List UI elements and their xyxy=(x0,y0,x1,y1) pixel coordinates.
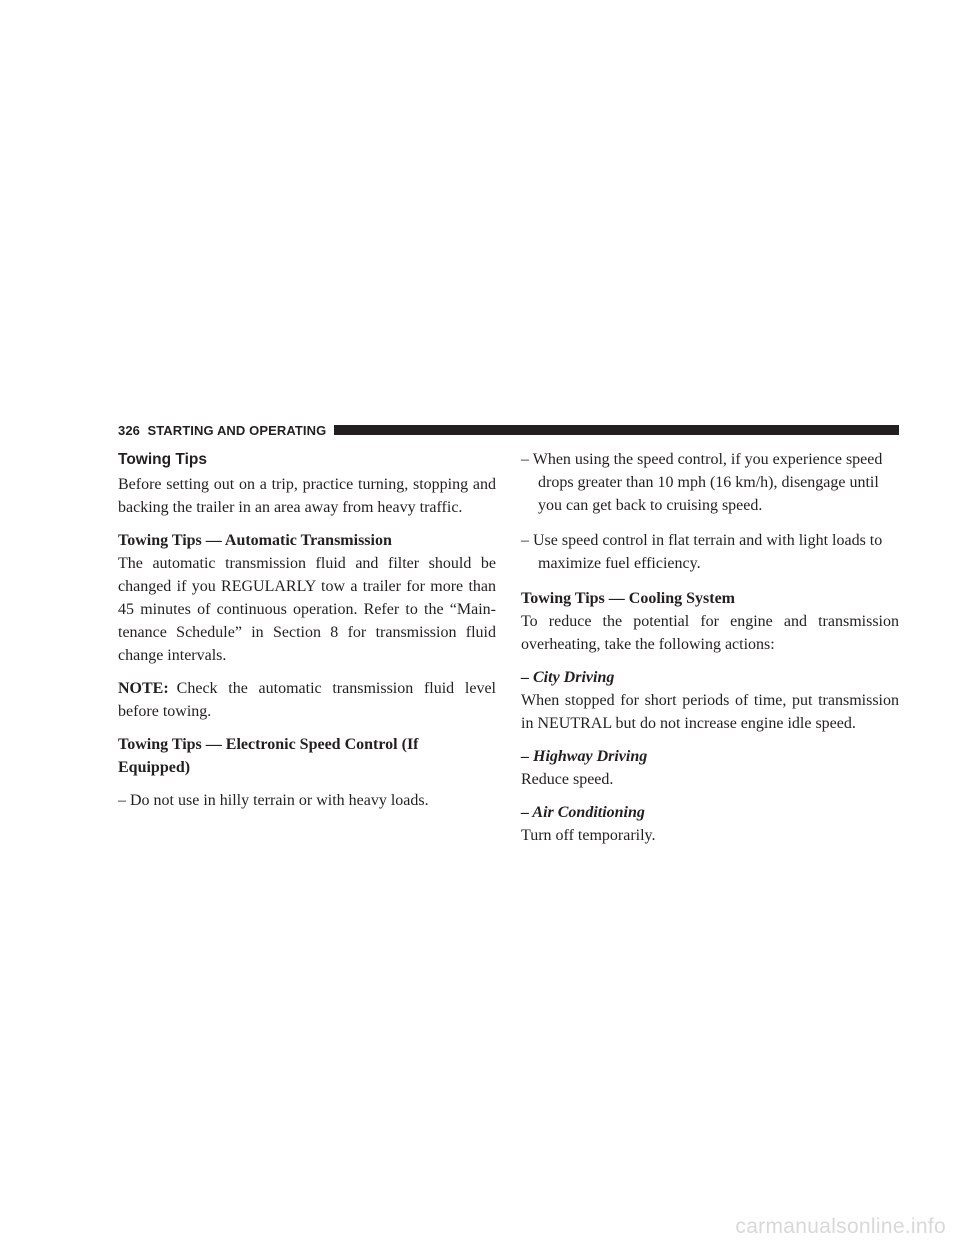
auto-transmission-heading: Towing Tips — Automatic Transmission xyxy=(118,532,392,549)
air-conditioning-paragraph: Turn off temporarily. xyxy=(521,827,656,844)
bullet-hilly-terrain: – Do not use in hilly terrain or with heavy loads. xyxy=(118,792,429,809)
towing-tips-title: Towing Tips xyxy=(118,451,207,468)
cooling-system-heading: Towing Tips — Cooling System xyxy=(521,590,735,607)
section-title: STARTING AND OPERATING xyxy=(147,422,327,438)
highway-driving-heading: – Highway Driving xyxy=(521,748,648,765)
bullet-speed-drops: – When using the speed control, if you experience speed drops greater than 10 mph (16 km/h), disengage until you can get back to cruising speed. xyxy=(521,451,883,514)
highway-driving-paragraph: Reduce speed. xyxy=(521,771,614,788)
running-header xyxy=(118,421,899,439)
speed-control-heading-line1: Towing Tips — Electronic Speed Control (If xyxy=(118,736,419,753)
intro-paragraph: Before setting out on a trip, practice turning, stopping and backing the trailer in an area away from heavy traffic. xyxy=(118,476,496,516)
speed-control-heading-line2: Equipped) xyxy=(118,759,191,776)
speed-control-heading xyxy=(118,733,496,779)
header-text xyxy=(118,423,334,438)
bullet-flat-terrain: – Use speed control in flat terrain and with light loads to maximize fuel efficiency. xyxy=(521,532,883,572)
right-column xyxy=(521,448,899,857)
city-driving-paragraph: When stopped for short periods of time, put transmission in NEUTRAL but do not increase engine idle speed. xyxy=(521,692,899,732)
left-column xyxy=(118,448,496,822)
note-label: NOTE: xyxy=(118,680,169,697)
note-text: Check the automatic transmission fluid level before towing. xyxy=(118,680,496,720)
header-rule xyxy=(334,425,899,435)
watermark: carmanualsonline.info xyxy=(735,1215,946,1238)
cooling-system-paragraph: To reduce the potential for engine and transmission overheating, take the following actions: xyxy=(521,613,899,653)
note-paragraph xyxy=(118,677,496,723)
city-driving-heading: – City Driving xyxy=(521,669,615,686)
air-conditioning-heading: – Air Conditioning xyxy=(521,804,645,821)
page-number: 326 xyxy=(118,422,140,438)
auto-transmission-paragraph: The automatic transmission fluid and filter should be changed if you REGULARLY tow a trailer for more than 45 minutes of continuous operation. Refer to the “Main-tenance Schedule” in Section 8 for transmission fluid change intervals. xyxy=(118,555,496,664)
